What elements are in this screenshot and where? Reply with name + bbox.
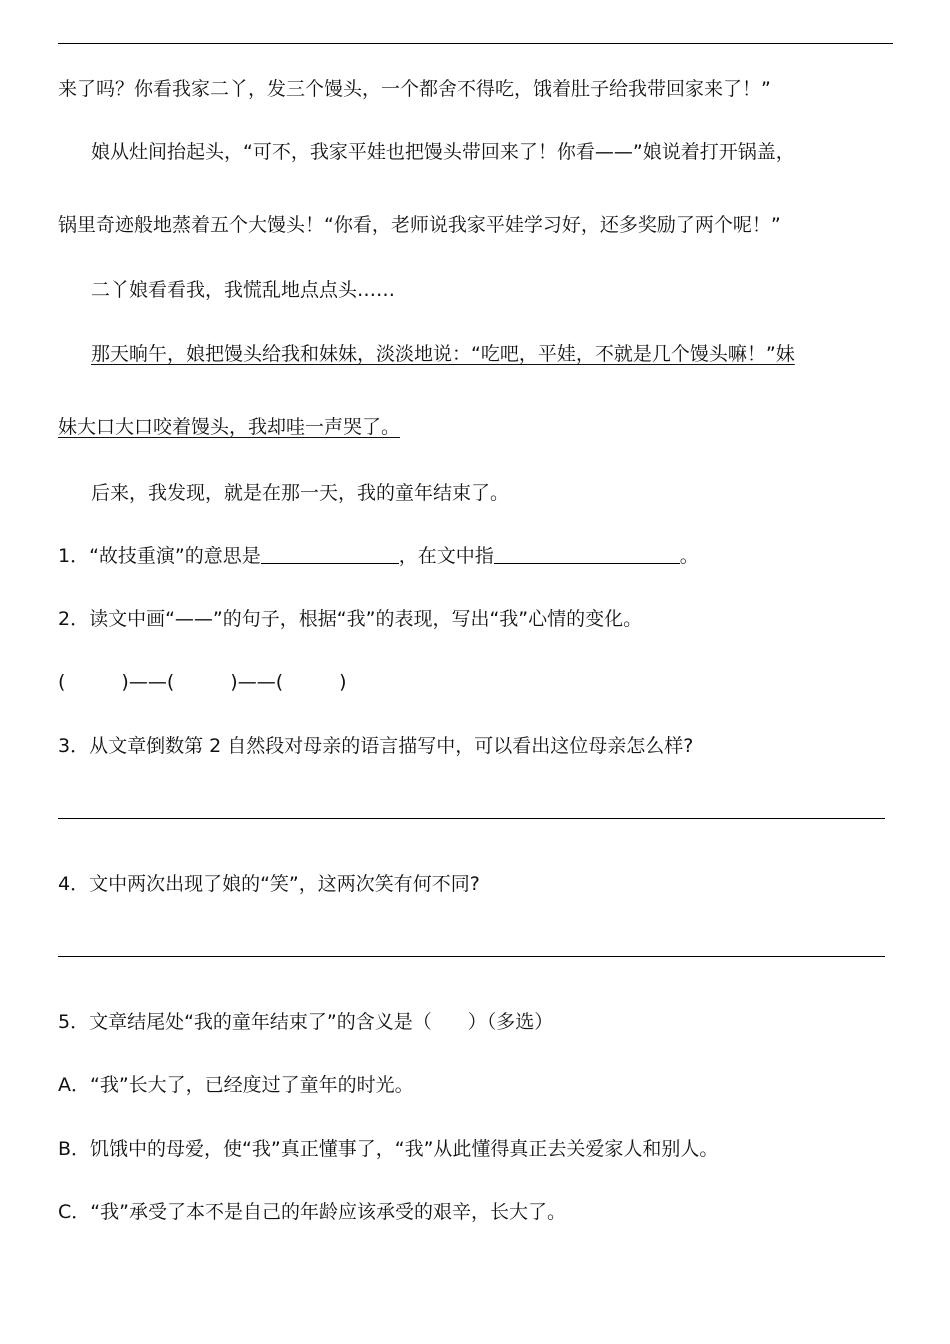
passage-line-5: 后来，我发现，就是在那一天，我的童年结束了。 xyxy=(91,482,510,504)
question-1-blank-meaning[interactable] xyxy=(261,543,399,564)
header-rule xyxy=(58,43,893,44)
slot-dash-2: —— xyxy=(237,671,276,693)
slot-2-close: ) xyxy=(230,671,238,693)
passage-line-1: 来了吗？你看我家二丫，发三个馒头，一个都舍不得吃，饿着肚子给我带回家来了！” xyxy=(58,78,771,100)
slot-3-open: ( xyxy=(275,671,284,693)
question-1-text-a: 1．“故技重演”的意思是 xyxy=(58,545,261,567)
slot-2-open: ( xyxy=(166,671,175,693)
question-5-text-b: ）（多选） xyxy=(467,1011,554,1033)
question-5-text-a: 5．文章结尾处“我的童年结束了”的含义是（ xyxy=(58,1011,432,1033)
question-1-text-b: ，在文中指 xyxy=(398,545,494,567)
slot-dash-1: —— xyxy=(128,671,167,693)
question-1 xyxy=(58,542,699,570)
question-3: 3．从文章倒数第 2 自然段对母亲的语言描写中，可以看出这位母亲怎么样? xyxy=(58,735,694,757)
question-2: 2．读文中画“——”的句子，根据“我”的表现，写出“我”心情的变化。 xyxy=(58,608,643,630)
option-c: C．“我”承受了本不是自己的年龄应该承受的艰辛，长大了。 xyxy=(58,1201,566,1223)
slot-3-close: ) xyxy=(339,671,347,693)
slot-1-close: ) xyxy=(121,671,129,693)
passage-line-3: 锅里奇迹般地蒸着五个大馒头！“你看，老师说我家平娃学习好，还多奖励了两个呢！” xyxy=(58,214,781,236)
underlined-sentence-line-2: 妹大口大口咬着馒头，我却哇一声哭了。 xyxy=(58,416,401,438)
option-b: B．饥饿中的母爱，使“我”真正懂事了，“我”从此懂得真正去关爱家人和别人。 xyxy=(58,1138,719,1160)
question-1-text-c: 。 xyxy=(679,545,699,567)
question-2-answer-slots xyxy=(58,668,347,696)
question-4-answer-line[interactable] xyxy=(58,956,885,957)
slot-1-open: ( xyxy=(58,671,66,693)
option-a: A．“我”长大了，已经度过了童年的时光。 xyxy=(58,1074,414,1096)
question-3-answer-line[interactable] xyxy=(58,818,885,819)
question-4: 4．文中两次出现了娘的“笑”，这两次笑有何不同? xyxy=(58,873,480,895)
passage-line-4: 二丫娘看看我，我慌乱地点点头…… xyxy=(91,279,396,301)
question-5 xyxy=(58,1008,553,1036)
question-1-blank-context[interactable] xyxy=(494,543,680,564)
passage-line-2: 娘从灶间抬起头，“可不，我家平娃也把馒头带回来了！你看——”娘说着打开锅盖， xyxy=(91,141,795,163)
underlined-sentence-line-1: 那天晌午，娘把馒头给我和妹妹，淡淡地说：“吃吧，平娃，不就是几个馒头嘛！”妹 xyxy=(91,343,795,365)
